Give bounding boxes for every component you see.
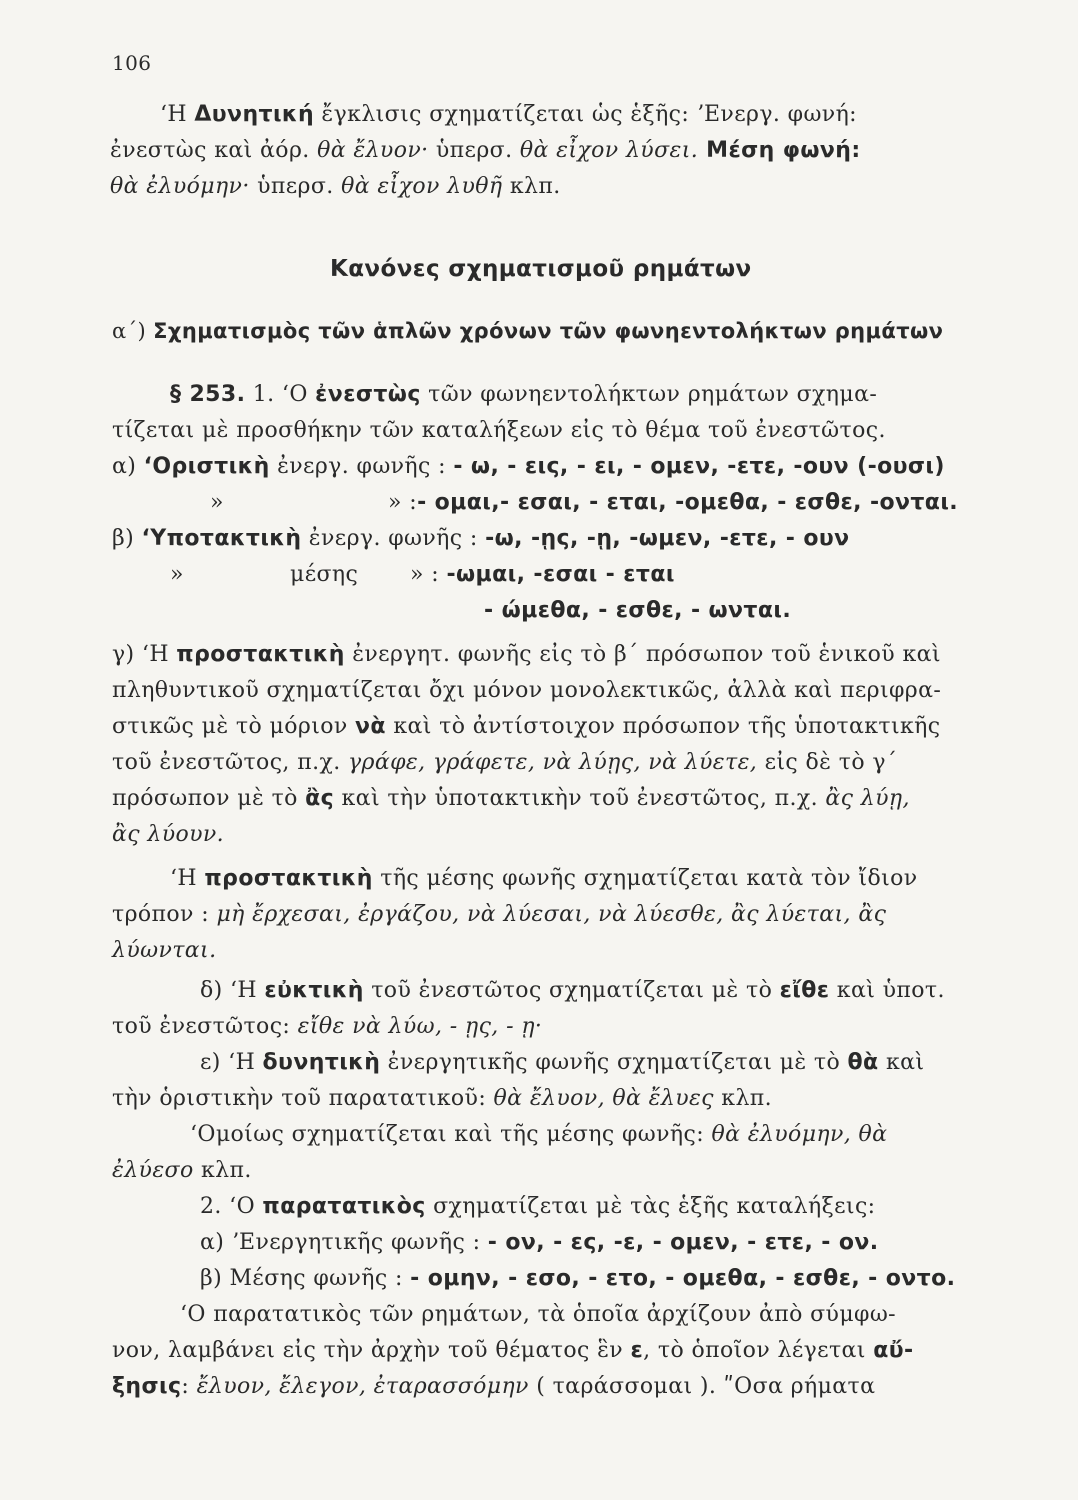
example: ἐλύεσο bbox=[112, 1158, 194, 1183]
example: θὰ ἐλυόμην· bbox=[110, 174, 250, 199]
text: τῶν φωνηεντολήκτων ρημάτων σχημα- bbox=[420, 382, 878, 407]
text: β) bbox=[112, 526, 142, 551]
prostaktiki-line-1 bbox=[112, 640, 941, 670]
text: ἔγκλισις σχηματίζεται ὡς ἑξῆς: ʼΕνεργ. φωνή: bbox=[314, 102, 857, 127]
term-eithe: εἴθε bbox=[779, 978, 830, 1003]
example: μὴ ἔρχεσαι, ἐργάζου, νὰ λύεσαι, νὰ λύεσθε, ἂς λύεται, ἂς bbox=[216, 902, 887, 927]
term-ypotaktiki: ʻΥποτακτικὴ bbox=[141, 526, 302, 551]
example: θὰ ἔλυον· bbox=[317, 138, 429, 163]
text: καὶ bbox=[878, 1050, 925, 1075]
text: 2. ʻΟ bbox=[200, 1194, 263, 1219]
ypotaktiki-line-3: - ώμεθα, - εσθε, - ωνται. bbox=[484, 598, 792, 623]
term-prostaktiki: προστακτικὴ bbox=[176, 642, 345, 667]
example: ἔλυον, ἔλεγον, ἐταρασσόμην bbox=[196, 1374, 529, 1399]
term-as: ἂς bbox=[305, 786, 335, 811]
prostaktiki-line-5 bbox=[112, 784, 910, 814]
oristiki-line-1 bbox=[112, 452, 945, 482]
dynitiki-line-3 bbox=[190, 1120, 887, 1150]
text: στικῶς μὲ τὸ μόριον bbox=[112, 714, 356, 739]
ditto-mark: » : bbox=[388, 490, 418, 515]
endings: - ομην, - εσο, - ετο, - ομεθα, - εσθε, - οντο. bbox=[410, 1266, 956, 1291]
example: εἴθε νὰ λύω, - ῃς, - ῃ· bbox=[297, 1014, 543, 1039]
prostaktiki-line-6: ἂς λύουν. bbox=[112, 822, 225, 847]
text: κλπ. bbox=[713, 1086, 773, 1111]
prostaktiki-mesi-line-3: λύωνται. bbox=[112, 938, 217, 963]
oristiki-ditto-mark: » bbox=[210, 490, 224, 515]
text: ἐνεργητικῆς φωνῆς σχηματίζεται μὲ τὸ bbox=[380, 1050, 848, 1075]
term-paratatikos: παρατατικὸς bbox=[262, 1194, 426, 1219]
text: γ) ʻΗ bbox=[112, 642, 177, 667]
ypotaktiki-mesis: μέσης bbox=[290, 562, 359, 587]
text: ἐνεργ. φωνῆς : bbox=[301, 526, 486, 551]
s253-line-2: τίζεται μὲ προσθήκην τῶν καταλήξεων εἰς τὸ θέμα τοῦ ἐνεστῶτος. bbox=[112, 418, 886, 443]
dynitiki-intro-line-1 bbox=[160, 100, 857, 130]
term-enestos: ἐνεστὼς bbox=[315, 382, 421, 407]
text: σχηματίζεται μὲ τὰς ἑξῆς καταλήξεις: bbox=[425, 1194, 876, 1219]
term-tha: θὰ bbox=[847, 1050, 879, 1075]
term-prostaktiki: προστακτικὴ bbox=[204, 866, 373, 891]
efktiki-line-1 bbox=[200, 976, 945, 1006]
example: θὰ εἶχον λυθῆ bbox=[341, 174, 503, 199]
page-number: 106 bbox=[112, 51, 152, 75]
prostaktiki-mesi-line-2 bbox=[112, 900, 886, 930]
efktiki-line-2 bbox=[112, 1012, 542, 1042]
ypotaktiki-ditto-mark: » bbox=[170, 562, 184, 587]
prostaktiki-line-3 bbox=[112, 712, 940, 742]
text: τοῦ ἐνεστῶτος, π.χ. bbox=[112, 750, 348, 775]
ypotaktiki-line-1 bbox=[112, 524, 850, 554]
endings: - ον, - ες, -ε, - ομεν, - ετε, - ον. bbox=[487, 1230, 879, 1255]
term-afxisis: αὔ- bbox=[873, 1338, 914, 1363]
term-dynitiki: δυνητικὴ bbox=[262, 1050, 381, 1075]
dynitiki-intro-line-2 bbox=[110, 136, 861, 166]
text: πρόσωπον μὲ τὸ bbox=[112, 786, 306, 811]
example: θὰ ἐλυόμην, θὰ bbox=[711, 1122, 888, 1147]
example: θὰ ἔλυον, θὰ ἔλυες bbox=[493, 1086, 714, 1111]
paratatikos-line-2 bbox=[200, 1228, 879, 1258]
paratatikos-line-1 bbox=[200, 1192, 875, 1222]
text: ʻΗ bbox=[170, 866, 205, 891]
text: κλπ. bbox=[193, 1158, 252, 1183]
endings: - ομαι,- εσαι, - εται, -ομεθα, - εσθε, -ονται. bbox=[417, 490, 959, 515]
text: ὑπερσ. bbox=[249, 174, 342, 199]
subheading bbox=[112, 316, 943, 346]
s253-line-1 bbox=[170, 380, 877, 410]
text: β) Μέσης φωνῆς : bbox=[200, 1266, 411, 1291]
text: ἐνεργητ. φωνῆς εἰς τὸ β΄ πρόσωπον τοῦ ἑνικοῦ καὶ bbox=[344, 642, 941, 667]
text: ʻΟμοίως σχηματίζεται καὶ τῆς μέσης φωνῆς: bbox=[190, 1122, 712, 1147]
ditto-mark: » : bbox=[410, 562, 447, 587]
section-number: § 253. bbox=[170, 382, 246, 407]
text: α΄) bbox=[112, 319, 154, 343]
text: ὑπερσ. bbox=[428, 138, 520, 163]
text: καὶ τὴν ὑποτακτικὴν τοῦ ἐνεστῶτος, π.χ. bbox=[334, 786, 826, 811]
term-efktiki: εὐκτικὴ bbox=[264, 978, 364, 1003]
text: τοῦ ἐνεστῶτος σχηματίζεται μὲ τὸ bbox=[363, 978, 780, 1003]
ypotaktiki-line-2 bbox=[410, 560, 675, 590]
text: δ) ʻΗ bbox=[200, 978, 265, 1003]
dynitiki-line-2 bbox=[112, 1084, 772, 1114]
term-dynitiki: Δυνητική bbox=[194, 102, 315, 127]
text: ἐνεστὼς καὶ ἀόρ. bbox=[110, 138, 318, 163]
term-oristiki: ʻΟριστικὴ bbox=[143, 454, 270, 479]
text: νον, λαμβάνει εἰς τὴν ἀρχὴν τοῦ θέματος ἓν bbox=[112, 1338, 631, 1363]
example: γράφε, γράφετε, νὰ λύῃς, νὰ λύετε, bbox=[347, 750, 758, 775]
prostaktiki-line-4 bbox=[112, 748, 897, 778]
term-e: ε bbox=[630, 1338, 644, 1363]
text: τὴν ὁριστικὴν τοῦ παρατατικοῦ: bbox=[112, 1086, 494, 1111]
dynitiki-line-4 bbox=[112, 1156, 252, 1186]
text: ἐνεργ. φωνῆς : bbox=[269, 454, 454, 479]
text: ε) ʻΗ bbox=[200, 1050, 263, 1075]
text: 1. ʻΟ bbox=[245, 382, 316, 407]
text: τρόπον : bbox=[112, 902, 217, 927]
term-mesi-foni: Μέση φωνή: bbox=[698, 138, 861, 163]
text: καὶ ὑποτ. bbox=[829, 978, 945, 1003]
text: : bbox=[181, 1374, 197, 1399]
endings: - ω, - εις, - ει, - ομεν, -ετε, -ουν (-ουσι) bbox=[453, 454, 945, 479]
text: ( ταράσσομαι ). ʺΟσα ρήματα bbox=[528, 1374, 876, 1399]
text: ʻΗ bbox=[160, 102, 195, 127]
text: , τὸ ὁποῖον λέγεται bbox=[643, 1338, 874, 1363]
afxisis-line-2 bbox=[112, 1336, 914, 1366]
example: θὰ εἶχον λύσει. bbox=[519, 138, 699, 163]
text: α) ʼΕνεργητικῆς φωνῆς : bbox=[200, 1230, 488, 1255]
paratatikos-line-3 bbox=[200, 1264, 955, 1294]
term-na: νὰ bbox=[355, 714, 386, 739]
text: τῆς μέσης φωνῆς σχηματίζεται κατὰ τὸν ἴδιον bbox=[372, 866, 918, 891]
text: α) bbox=[112, 454, 144, 479]
section-heading: Κανόνες σχηματισμοῦ ρημάτων bbox=[330, 256, 752, 282]
text: τοῦ ἐνεστῶτος: bbox=[112, 1014, 298, 1039]
prostaktiki-mesi-line-1 bbox=[170, 864, 918, 894]
text: κλπ. bbox=[502, 174, 561, 199]
text: εἰς δὲ τὸ γ΄ bbox=[757, 750, 898, 775]
afxisis-line-1: ʻΟ παρατατικὸς τῶν ρημάτων, τὰ ὁποῖα ἀρχίζουν ἀπὸ σύμφω- bbox=[180, 1302, 897, 1327]
dynitiki-intro-line-3 bbox=[110, 172, 561, 202]
oristiki-line-2 bbox=[388, 488, 958, 518]
endings: -ω, -ῃς, -ῃ, -ωμεν, -ετε, - ουν bbox=[485, 526, 850, 551]
dynitiki-line-1 bbox=[200, 1048, 924, 1078]
text: καὶ τὸ ἀντίστοιχον πρόσωπον τῆς ὑποτακτικῆς bbox=[385, 714, 941, 739]
endings: -ωμαι, -εσαι - εται bbox=[446, 562, 675, 587]
example: ἂς λύῃ, bbox=[825, 786, 910, 811]
term-afxisis: ξησις bbox=[112, 1374, 182, 1399]
prostaktiki-line-2: πληθυντικοῦ σχηματίζεται ὄχι μόνον μονολεκτικῶς, ἀλλὰ καὶ περιφρα- bbox=[112, 678, 942, 703]
subheading-title: Σχηματισμὸς τῶν ἁπλῶν χρόνων τῶν φωνηεντολήκτων ρημάτων bbox=[153, 319, 944, 343]
afxisis-line-3 bbox=[112, 1372, 875, 1402]
